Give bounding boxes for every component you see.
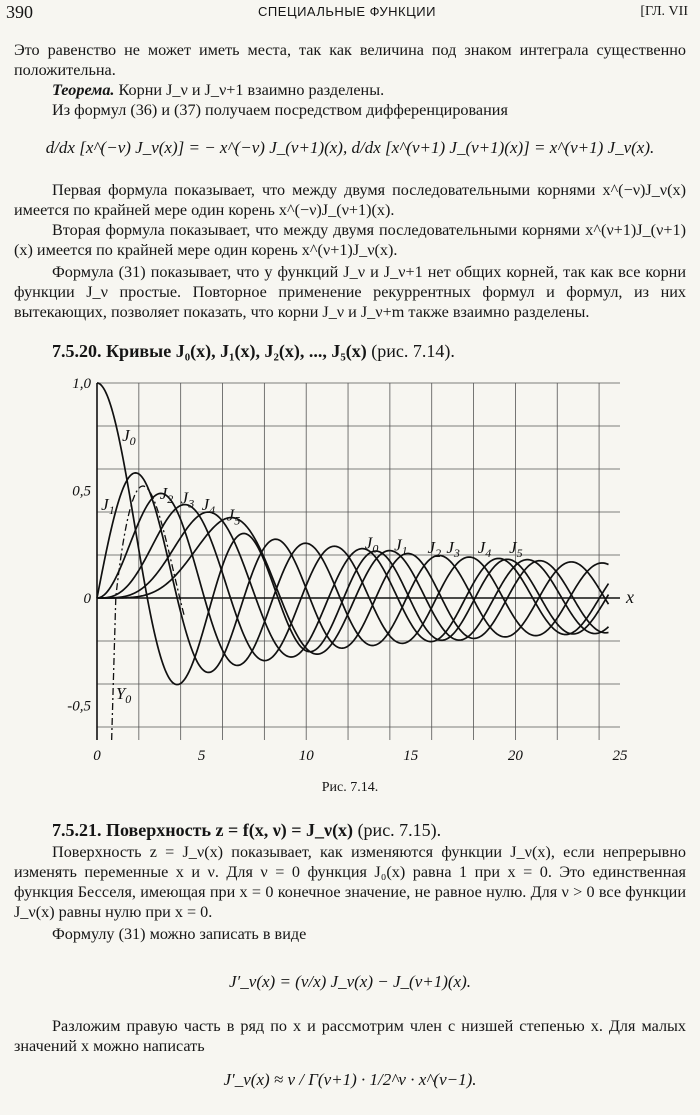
curve-label-J4: $J_4$ [201,494,216,517]
x-tick-label: 10 [298,748,314,764]
page-number: 390 [6,2,33,22]
section-figure-ref: (рис. 7.14). [371,341,455,361]
paragraph-8: Разложим правую часть в ряд по x и рассмотрим член с низшей степенью x. Для малых значений x можно написать [14,1017,686,1055]
x-tick-label: 20 [507,748,523,764]
section-figure-ref: (рис. 7.15). [357,820,442,840]
curve-label-J2: $J_2$ [159,484,174,507]
x-tick-label: 15 [403,748,419,764]
section-title: Поверхность z = f(x, ν) = J_ν(x) [106,820,354,840]
series-line-J2 [97,493,608,665]
y-tick-label: 0,5 [72,483,91,500]
theorem [14,80,686,100]
paragraph-6: Поверхность z = J_ν(x) показывает, как изменяются функции J_ν(x), если непрерывно изменять переменные x и ν. Для ν = 0 функция J₀(x) равна 1 при x = 0. Это единственная функция Бесселя, имеющая при x = 0 конечное значение, не равное нулю. Для ν > 0 все функции J_ν(x) равны нулю при x = 0. [14,843,686,921]
running-title: СПЕЦИАЛЬНЫЕ ФУНКЦИИ [258,4,436,19]
theorem-label: Теорема. [52,81,115,99]
curve-label-far-J4: $J_4$ [477,537,492,560]
paragraph-5: Формула (31) показывает, что у функций J_ν и J_ν+1 нет общих корней, так как все корни функции J_ν простые. Повторное применение рекуррентных формул и формул, из них вытекающих, позволяет показать, что корни J_ν и J_ν+m также взаимно разделены. [14,263,686,321]
chart-axes [97,383,634,740]
paragraph-2: Из формул (36) и (37) получаем посредством дифференцирования [52,101,508,119]
curve-label-far-J1: $J_1$ [394,535,408,558]
chart-curves [97,383,608,740]
section-number: 7.5.21. [52,820,102,840]
series-line-J0 [97,383,608,685]
formula-recurrence: J′_ν(x) = (ν/x) J_ν(x) − J_(ν+1)(x). [229,972,471,991]
curve-label-Y0: $Y_0$ [115,684,132,707]
formula-approximation: J′_ν(x) ≈ ν / Γ(ν+1) · 1/2^ν · x^(ν−1). [223,1070,477,1089]
x-tick-label: 5 [197,748,206,764]
section-title: Кривые J₀(x), J₁(x), J₂(x), ..., J₅(x) [106,341,367,361]
page-header [6,2,688,26]
paragraph-1: Это равенство не может иметь места, так как величина под знаком интеграла существенно положительна. [14,41,686,79]
paragraph-3: Первая формула показывает, что между двумя последовательными корнями x^(−ν)J_ν(x) имеется по крайней мере один корень x^(−ν)J_(ν+1)(x). [14,181,686,219]
series-line-J1 [97,473,608,673]
curve-label-J3: $J_3$ [180,488,195,511]
paragraph-7: Формулу (31) можно записать в виде [52,925,307,943]
section-7-5-21-heading [52,820,441,841]
x-tick-label: 0 [93,748,101,764]
curve-label-J5: $J_5$ [226,505,241,528]
y-tick-label: -0,5 [67,698,91,715]
section-number: 7.5.20. [52,341,102,361]
curve-label-J0: $J_0$ [122,426,136,449]
curve-label-far-J5: $J_5$ [509,537,523,560]
x-tick-label: 25 [612,748,628,764]
curve-label-far-J0: $J_0$ [364,533,379,556]
curve-label-far-J2: $J_2$ [427,537,442,560]
y-tick-label: 1,0 [72,376,91,392]
bessel-chart [0,358,700,768]
figure-caption: Рис. 7.14. [321,780,379,795]
curve-label-J1: $J_1$ [101,494,115,517]
curve-label-far-J3: $J_3$ [446,537,460,560]
formula-derivatives: d/dx [x^(−ν) J_ν(x)] = − x^(−ν) J_(ν+1)(x), d/dx [x^(ν+1) J_(ν+1)(x)] = x^(ν+1) J_ν(x). [45,138,655,157]
paragraph-4: Вторая формула показывает, что между двумя последовательными корнями x^(ν+1)J_(ν+1)(x) имеется по крайней мере один корень x^(ν+1)J_ν(x). [14,221,686,259]
theorem-text: Корни J_ν и J_ν+1 взаимно разделены. [118,81,385,99]
y-tick-label: 0 [83,591,91,607]
chart-curve-labels [101,426,522,706]
chapter-label: [ГЛ. VII [640,4,688,19]
x-axis-label: x [626,587,634,607]
